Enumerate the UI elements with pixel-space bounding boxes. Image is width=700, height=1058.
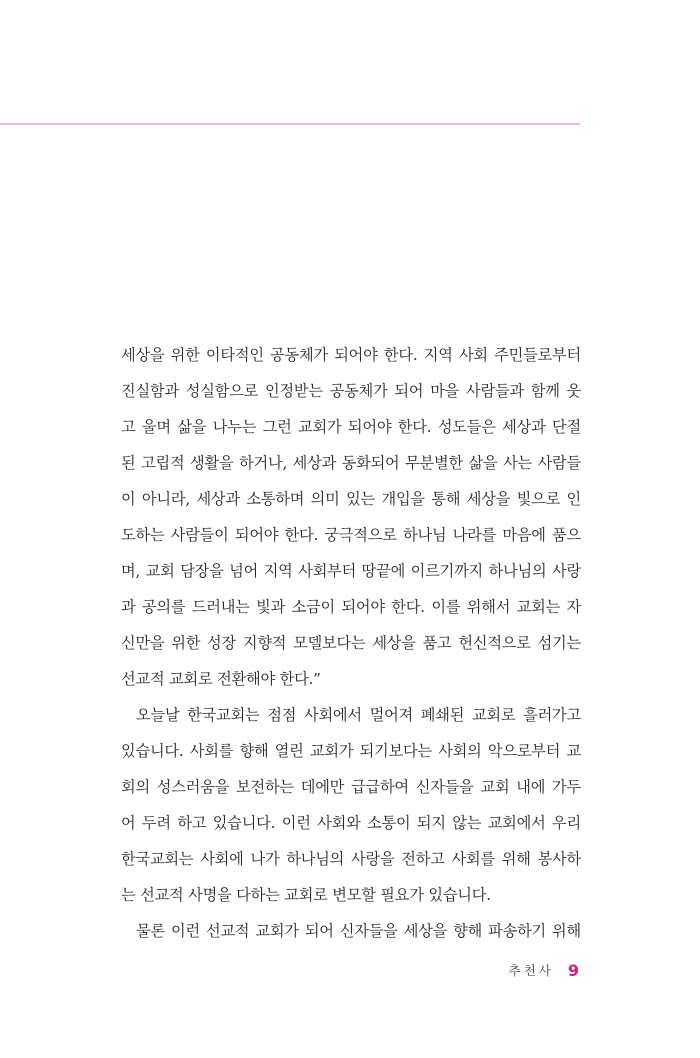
text-line: 있습니다. 사회를 향해 열린 교회가 되기보다는 사회의 악으로부터 교: [121, 742, 581, 760]
text-line: 회의 성스러움을 보전하는 데에만 급급하여 신자들을 교회 내에 가두: [121, 778, 581, 796]
paragraph-end-line: 는 선교적 사명을 다하는 교회로 변모할 필요가 있습니다.: [121, 886, 491, 904]
text-line: 며, 교회 담장을 넘어 지역 사회부터 땅끝에 이르기까지 하나님의 사랑: [121, 562, 581, 580]
paragraph-start-line: 오늘날 한국교회는 점점 사회에서 멀어져 폐쇄된 교회로 흘러가고: [136, 706, 581, 724]
text-line: 과 공의를 드러내는 빛과 소금이 되어야 한다. 이를 위해서 교회는 자: [121, 598, 581, 616]
page-footer: [509, 958, 579, 982]
text-line: 고 울며 삶을 나누는 그런 교회가 되어야 한다. 성도들은 세상과 단절: [121, 418, 581, 436]
text-line: 된 고립적 생활을 하거나, 세상과 동화되어 무분별한 삶을 사는 사람들: [121, 454, 581, 472]
text-line: 이 아니라, 세상과 소통하며 의미 있는 개입을 통해 세상을 빛으로 인: [121, 490, 581, 508]
body-text: [121, 337, 581, 949]
section-label: 추천사: [508, 963, 554, 978]
text-line: 도하는 사람들이 되어야 한다. 궁극적으로 하나님 나라를 마음에 품으: [121, 526, 581, 544]
paragraph-start-line: 물론 이런 선교적 교회가 되어 신자들을 세상을 향해 파송하기 위해: [136, 922, 581, 940]
text-line: 진실함과 성실함으로 인정받는 공동체가 되어 마을 사람들과 함께 웃: [121, 382, 581, 400]
text-line: 한국교회는 사회에 나가 하나님의 사랑을 전하고 사회를 위해 봉사하: [121, 850, 581, 868]
text-line: 어 두려 하고 있습니다. 이런 사회와 소통이 되지 않는 교회에서 우리: [121, 814, 581, 832]
header-rule: [0, 123, 580, 125]
text-line: 신만을 위한 성장 지향적 모델보다는 세상을 품고 헌신적으로 섬기는: [121, 634, 581, 652]
page-number: 9: [567, 960, 579, 980]
text-line: 세상을 위한 이타적인 공동체가 되어야 한다. 지역 사회 주민들로부터: [121, 346, 581, 364]
quote-end-line: 선교적 교회로 전환해야 한다.”: [121, 670, 321, 688]
